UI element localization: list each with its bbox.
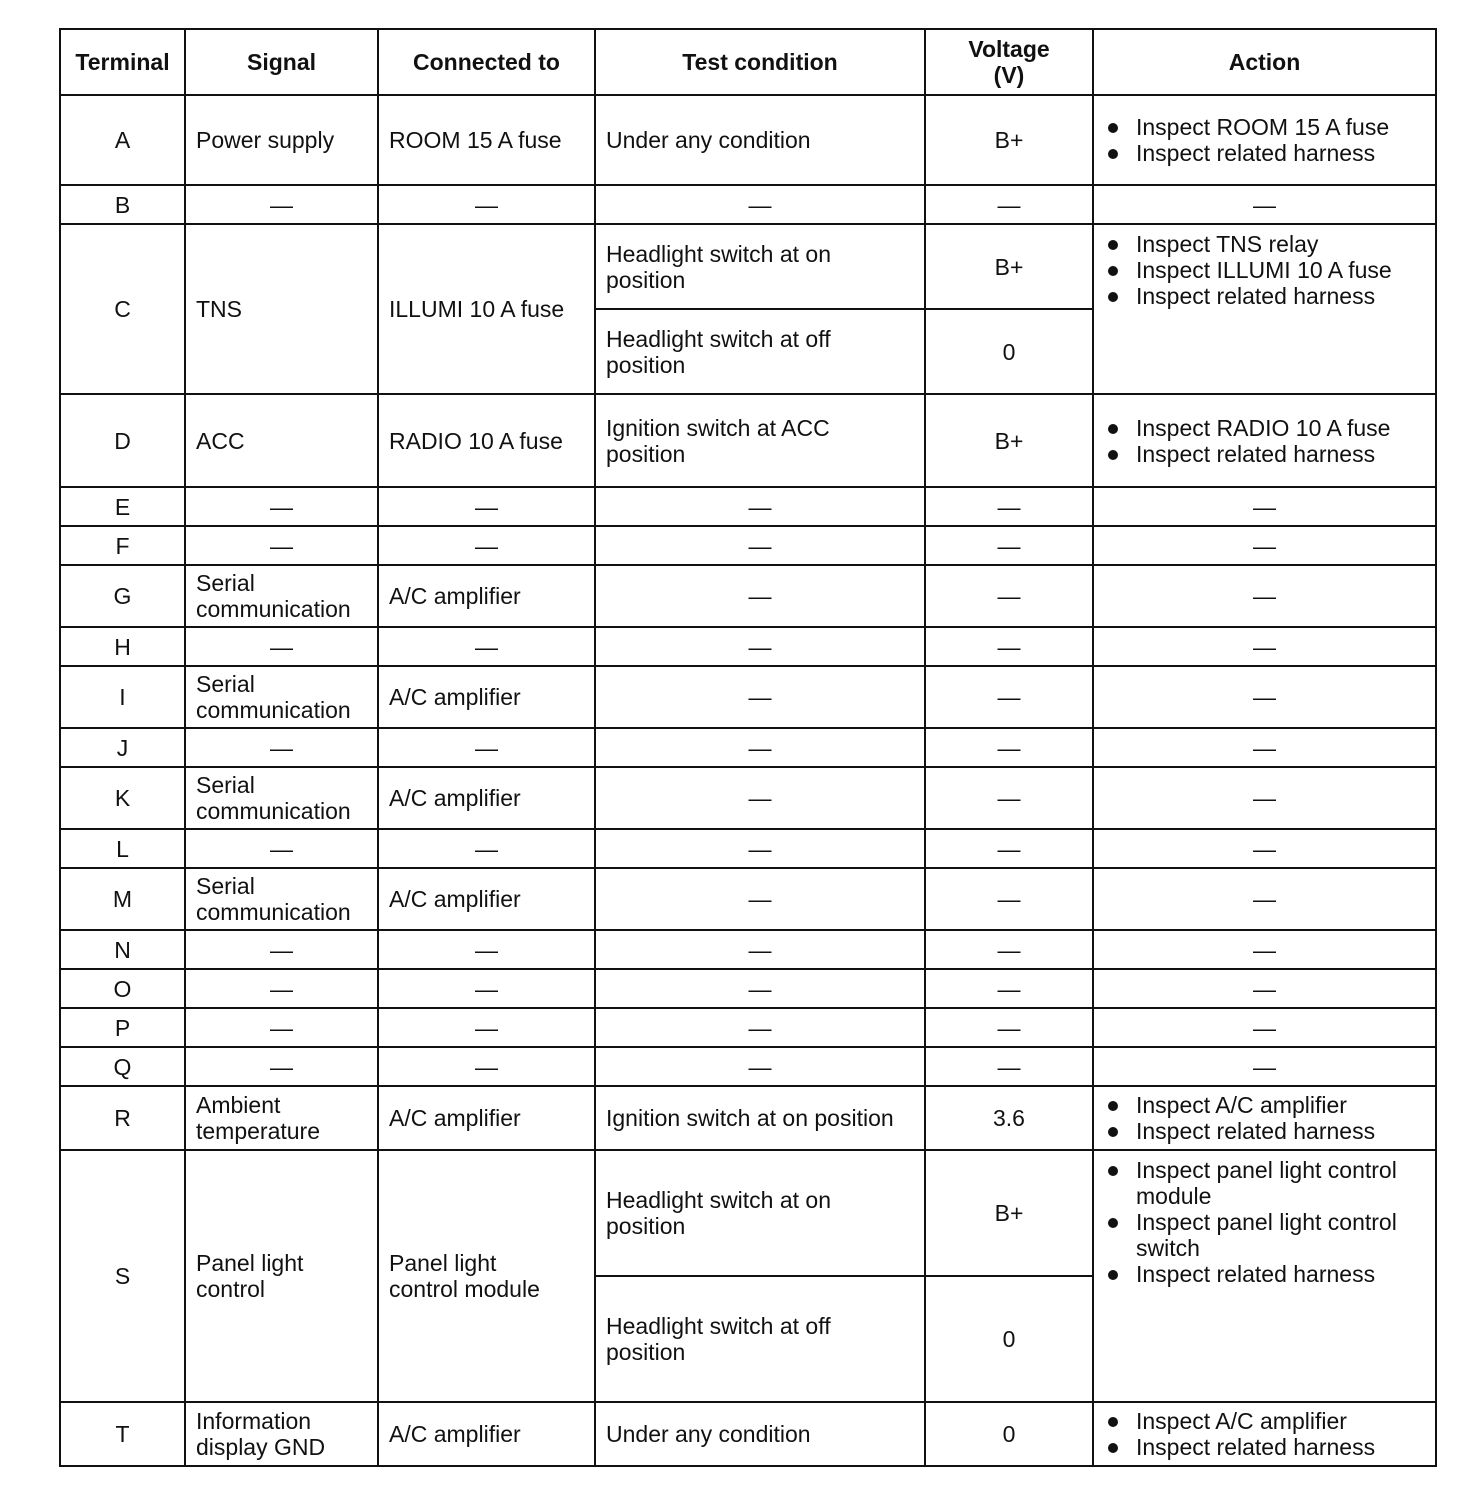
voltage-cell: — — [925, 767, 1093, 829]
action-cell: — — [1093, 627, 1436, 666]
connected-cell: RADIO 10 A fuse — [378, 394, 595, 487]
signal-line: communication — [196, 697, 351, 723]
voltage-cell: — — [925, 1047, 1093, 1086]
connected-cell: ILLUMI 10 A fuse — [378, 224, 595, 394]
action-list — [1104, 1157, 1425, 1287]
connected-cell: ROOM 15 A fuse — [378, 95, 595, 185]
header-connected-to: Connected to — [378, 29, 595, 95]
table-row — [60, 1150, 1436, 1276]
terminal-cell: L — [60, 829, 185, 868]
action-cell: — — [1093, 728, 1436, 767]
action-cell: — — [1093, 1008, 1436, 1047]
action-item: Inspect panel light control module — [1104, 1157, 1425, 1209]
terminal-cell: D — [60, 394, 185, 487]
signal-cell — [185, 1150, 378, 1402]
terminal-cell: A — [60, 95, 185, 185]
condition-cell: — — [595, 1047, 925, 1086]
signal-cell: — — [185, 1047, 378, 1086]
signal-cell: — — [185, 185, 378, 224]
voltage-cell: B+ — [925, 1150, 1093, 1276]
connected-cell: — — [378, 627, 595, 666]
signal-line: control — [196, 1276, 266, 1302]
terminal-cell: R — [60, 1086, 185, 1150]
signal-cell — [185, 666, 378, 728]
signal-cell: ACC — [185, 394, 378, 487]
action-item: Inspect related harness — [1104, 1118, 1425, 1144]
terminal-cell: Q — [60, 1047, 185, 1086]
signal-line: Serial — [196, 873, 255, 899]
terminal-cell: G — [60, 565, 185, 627]
condition-cell: Under any condition — [595, 1402, 925, 1466]
signal-cell: — — [185, 487, 378, 526]
terminal-cell: T — [60, 1402, 185, 1466]
voltage-cell: — — [925, 185, 1093, 224]
terminal-cell: B — [60, 185, 185, 224]
signal-cell — [185, 868, 378, 930]
action-item: Inspect panel light control switch — [1104, 1209, 1425, 1261]
signal-line: temperature — [196, 1118, 321, 1144]
signal-line: communication — [196, 899, 351, 925]
terminal-spec-table — [59, 28, 1437, 1467]
connected-cell: A/C amplifier — [378, 666, 595, 728]
terminal-cell: K — [60, 767, 185, 829]
terminal-cell: F — [60, 526, 185, 565]
signal-cell — [185, 1402, 378, 1466]
voltage-cell: — — [925, 487, 1093, 526]
signal-line: display GND — [196, 1434, 326, 1460]
header-voltage-line1: Voltage — [968, 36, 1050, 62]
action-cell: — — [1093, 666, 1436, 728]
header-voltage — [925, 29, 1093, 95]
header-voltage-line2: (V) — [993, 62, 1025, 88]
action-cell: — — [1093, 565, 1436, 627]
table-row — [60, 666, 1436, 728]
header-signal: Signal — [185, 29, 378, 95]
connected-cell: A/C amplifier — [378, 1086, 595, 1150]
voltage-cell: — — [925, 969, 1093, 1008]
action-cell — [1093, 95, 1436, 185]
action-cell: — — [1093, 487, 1436, 526]
action-cell — [1093, 1402, 1436, 1466]
table-row — [60, 728, 1436, 767]
table-row — [60, 394, 1436, 487]
condition-cell: — — [595, 728, 925, 767]
signal-cell: — — [185, 930, 378, 969]
action-item: Inspect TNS relay — [1104, 231, 1425, 257]
terminal-cell: N — [60, 930, 185, 969]
action-list — [1104, 415, 1425, 467]
signal-cell — [185, 1086, 378, 1150]
signal-cell: — — [185, 1008, 378, 1047]
connected-cell: — — [378, 185, 595, 224]
action-item: Inspect related harness — [1104, 283, 1425, 309]
signal-cell: — — [185, 627, 378, 666]
condition-cell: — — [595, 829, 925, 868]
action-cell — [1093, 394, 1436, 487]
action-cell: — — [1093, 767, 1436, 829]
voltage-cell: — — [925, 565, 1093, 627]
table-row — [60, 767, 1436, 829]
condition-cell: — — [595, 185, 925, 224]
voltage-cell: — — [925, 666, 1093, 728]
voltage-cell: — — [925, 526, 1093, 565]
connected-line: Panel light — [389, 1250, 497, 1276]
condition-cell: — — [595, 1008, 925, 1047]
table-row — [60, 95, 1436, 185]
condition-cell: — — [595, 767, 925, 829]
signal-line: Serial — [196, 671, 255, 697]
header-terminal: Terminal — [60, 29, 185, 95]
condition-cell: Headlight switch at on position — [595, 1150, 925, 1276]
header-test-condition: Test condition — [595, 29, 925, 95]
action-cell — [1093, 1086, 1436, 1150]
voltage-cell: B+ — [925, 95, 1093, 185]
connected-cell: — — [378, 930, 595, 969]
signal-line: Serial — [196, 772, 255, 798]
condition-cell: — — [595, 969, 925, 1008]
voltage-cell: 0 — [925, 1402, 1093, 1466]
signal-line: communication — [196, 596, 351, 622]
signal-cell — [185, 565, 378, 627]
condition-cell: — — [595, 565, 925, 627]
signal-cell: — — [185, 526, 378, 565]
voltage-cell: 3.6 — [925, 1086, 1093, 1150]
connected-cell: — — [378, 829, 595, 868]
table-row — [60, 487, 1436, 526]
action-item: Inspect related harness — [1104, 140, 1425, 166]
table-row — [60, 1008, 1436, 1047]
voltage-cell: 0 — [925, 1276, 1093, 1402]
condition-cell: Ignition switch at on position — [595, 1086, 925, 1150]
table-row — [60, 1086, 1436, 1150]
action-list — [1104, 1408, 1425, 1460]
terminal-cell: O — [60, 969, 185, 1008]
condition-cell: Headlight switch at on position — [595, 224, 925, 309]
signal-line: Panel light — [196, 1250, 304, 1276]
voltage-cell: B+ — [925, 224, 1093, 309]
action-cell: — — [1093, 829, 1436, 868]
action-item: Inspect related harness — [1104, 441, 1425, 467]
condition-cell: — — [595, 930, 925, 969]
action-list — [1104, 1092, 1425, 1144]
voltage-cell: — — [925, 930, 1093, 969]
signal-line: Serial — [196, 570, 255, 596]
condition-cell: — — [595, 666, 925, 728]
action-cell: — — [1093, 526, 1436, 565]
terminal-cell: E — [60, 487, 185, 526]
voltage-cell: — — [925, 627, 1093, 666]
connected-cell: — — [378, 1047, 595, 1086]
table-row — [60, 1047, 1436, 1086]
connected-cell: — — [378, 1008, 595, 1047]
condition-cell: Headlight switch at off position — [595, 1276, 925, 1402]
action-item: Inspect related harness — [1104, 1434, 1425, 1460]
connected-cell: A/C amplifier — [378, 767, 595, 829]
terminal-cell: C — [60, 224, 185, 394]
action-list — [1104, 114, 1425, 166]
terminal-cell: H — [60, 627, 185, 666]
condition-cell: Under any condition — [595, 95, 925, 185]
header-action: Action — [1093, 29, 1436, 95]
signal-cell: — — [185, 728, 378, 767]
voltage-cell: — — [925, 728, 1093, 767]
signal-cell: TNS — [185, 224, 378, 394]
connected-line: control module — [389, 1276, 540, 1302]
action-cell: — — [1093, 969, 1436, 1008]
table-row — [60, 565, 1436, 627]
table-row — [60, 1402, 1436, 1466]
voltage-cell: — — [925, 868, 1093, 930]
voltage-cell: — — [925, 829, 1093, 868]
signal-line: communication — [196, 798, 351, 824]
action-cell — [1093, 1150, 1436, 1402]
action-cell: — — [1093, 868, 1436, 930]
connected-cell: — — [378, 487, 595, 526]
table-row — [60, 627, 1436, 666]
connected-cell: A/C amplifier — [378, 565, 595, 627]
action-cell: — — [1093, 185, 1436, 224]
signal-cell — [185, 767, 378, 829]
table-row — [60, 868, 1436, 930]
condition-cell: — — [595, 487, 925, 526]
table-row — [60, 185, 1436, 224]
header-row — [60, 29, 1436, 95]
signal-cell: — — [185, 969, 378, 1008]
terminal-cell: P — [60, 1008, 185, 1047]
terminal-cell: I — [60, 666, 185, 728]
voltage-cell: B+ — [925, 394, 1093, 487]
action-item: Inspect ILLUMI 10 A fuse — [1104, 257, 1425, 283]
action-item: Inspect ROOM 15 A fuse — [1104, 114, 1425, 140]
connected-cell: A/C amplifier — [378, 868, 595, 930]
connected-cell: A/C amplifier — [378, 1402, 595, 1466]
table-row — [60, 526, 1436, 565]
action-cell: — — [1093, 930, 1436, 969]
table-row — [60, 224, 1436, 309]
condition-cell: Headlight switch at off position — [595, 309, 925, 394]
action-item: Inspect related harness — [1104, 1261, 1425, 1287]
table-row — [60, 829, 1436, 868]
action-cell: — — [1093, 1047, 1436, 1086]
connected-cell: — — [378, 526, 595, 565]
action-list — [1104, 231, 1425, 309]
action-item: Inspect A/C amplifier — [1104, 1092, 1425, 1118]
action-item: Inspect RADIO 10 A fuse — [1104, 415, 1425, 441]
connected-cell: — — [378, 728, 595, 767]
action-cell — [1093, 224, 1436, 394]
action-item: Inspect A/C amplifier — [1104, 1408, 1425, 1434]
condition-cell: — — [595, 868, 925, 930]
table-row — [60, 969, 1436, 1008]
connected-cell: — — [378, 969, 595, 1008]
terminal-cell: S — [60, 1150, 185, 1402]
condition-cell: — — [595, 627, 925, 666]
table-row — [60, 930, 1436, 969]
terminal-cell: J — [60, 728, 185, 767]
condition-cell: Ignition switch at ACC position — [595, 394, 925, 487]
terminal-cell: M — [60, 868, 185, 930]
signal-cell: — — [185, 829, 378, 868]
connected-cell — [378, 1150, 595, 1402]
condition-cell: — — [595, 526, 925, 565]
signal-cell: Power supply — [185, 95, 378, 185]
voltage-cell: 0 — [925, 309, 1093, 394]
signal-line: Information — [196, 1408, 312, 1434]
voltage-cell: — — [925, 1008, 1093, 1047]
signal-line: Ambient — [196, 1092, 281, 1118]
